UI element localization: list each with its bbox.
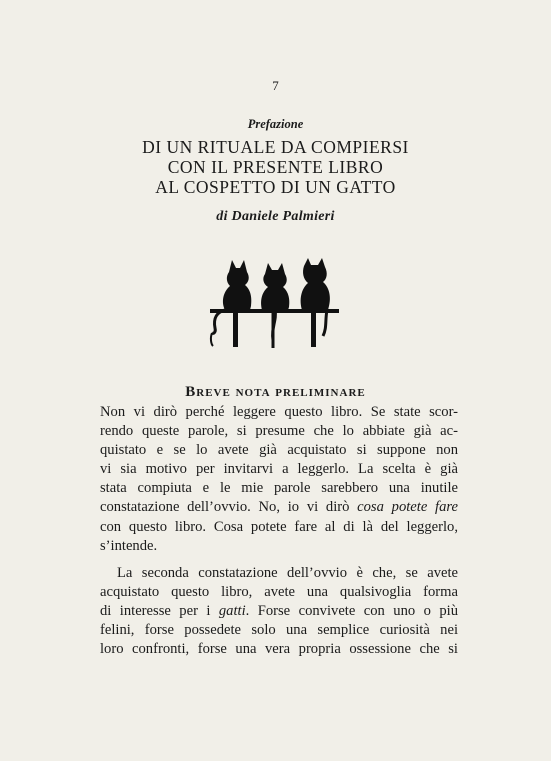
emphasis-text: cosa potete fare [357, 499, 458, 516]
section-label: Prefazione [247, 117, 304, 131]
text-line: stata compiuta e le mie parole sarebbero una inutile [100, 480, 458, 497]
text-line: s’intende. [100, 537, 158, 554]
emphasis-text: gatti [218, 602, 246, 619]
text-line: quistato e se lo avete già acquistato si suppone non [100, 442, 458, 459]
text-fragment: . Forse convivete con uno o più [245, 602, 458, 619]
text-fragment: constatazione dell’ovvio. No, io vi dirò [100, 499, 358, 516]
cat-silhouette [212, 260, 251, 333]
author-byline: di Daniele Palmieri [216, 209, 335, 224]
text-line: Non vi dirò perché leggere questo libro. Se state scor- [100, 404, 458, 420]
three-cats-on-shelf-icon [207, 258, 343, 354]
text-line: con questo libro. Cosa potete fare al di là del leggerlo, [100, 518, 458, 535]
text-line: loro confronti, forse una vera propria ossessione che si [100, 641, 458, 658]
chapter-title [0, 137, 551, 197]
chapter-title-line: CON IL PRESENTE LIBRO [167, 157, 384, 177]
text-line: vi sia motivo per invitarvi a leggerlo. La scelta è già [100, 461, 458, 478]
body-text [100, 403, 458, 659]
page-number: 7 [272, 78, 279, 93]
text-line: felini, forse possedete solo una semplice curiosità nei [100, 622, 458, 639]
text-line: rendo queste parole, si presume che lo abbiate già ac- [100, 423, 458, 440]
text-line [100, 602, 458, 621]
text-line [100, 498, 458, 517]
text-line: La seconda constatazione dell’ovvio è che, se avete [117, 564, 458, 581]
text-fragment: di interesse per i [100, 602, 219, 619]
chapter-title-line: AL COSPETTO DI UN GATTO [155, 177, 396, 197]
section-subheading: Breve nota preliminare [185, 384, 366, 400]
chapter-title-line: DI UN RITUALE DA COMPIERSI [142, 137, 409, 157]
cat-silhouette [261, 263, 289, 340]
text-line: acquistato questo libro, avete una qualsivoglia forma [100, 583, 458, 600]
